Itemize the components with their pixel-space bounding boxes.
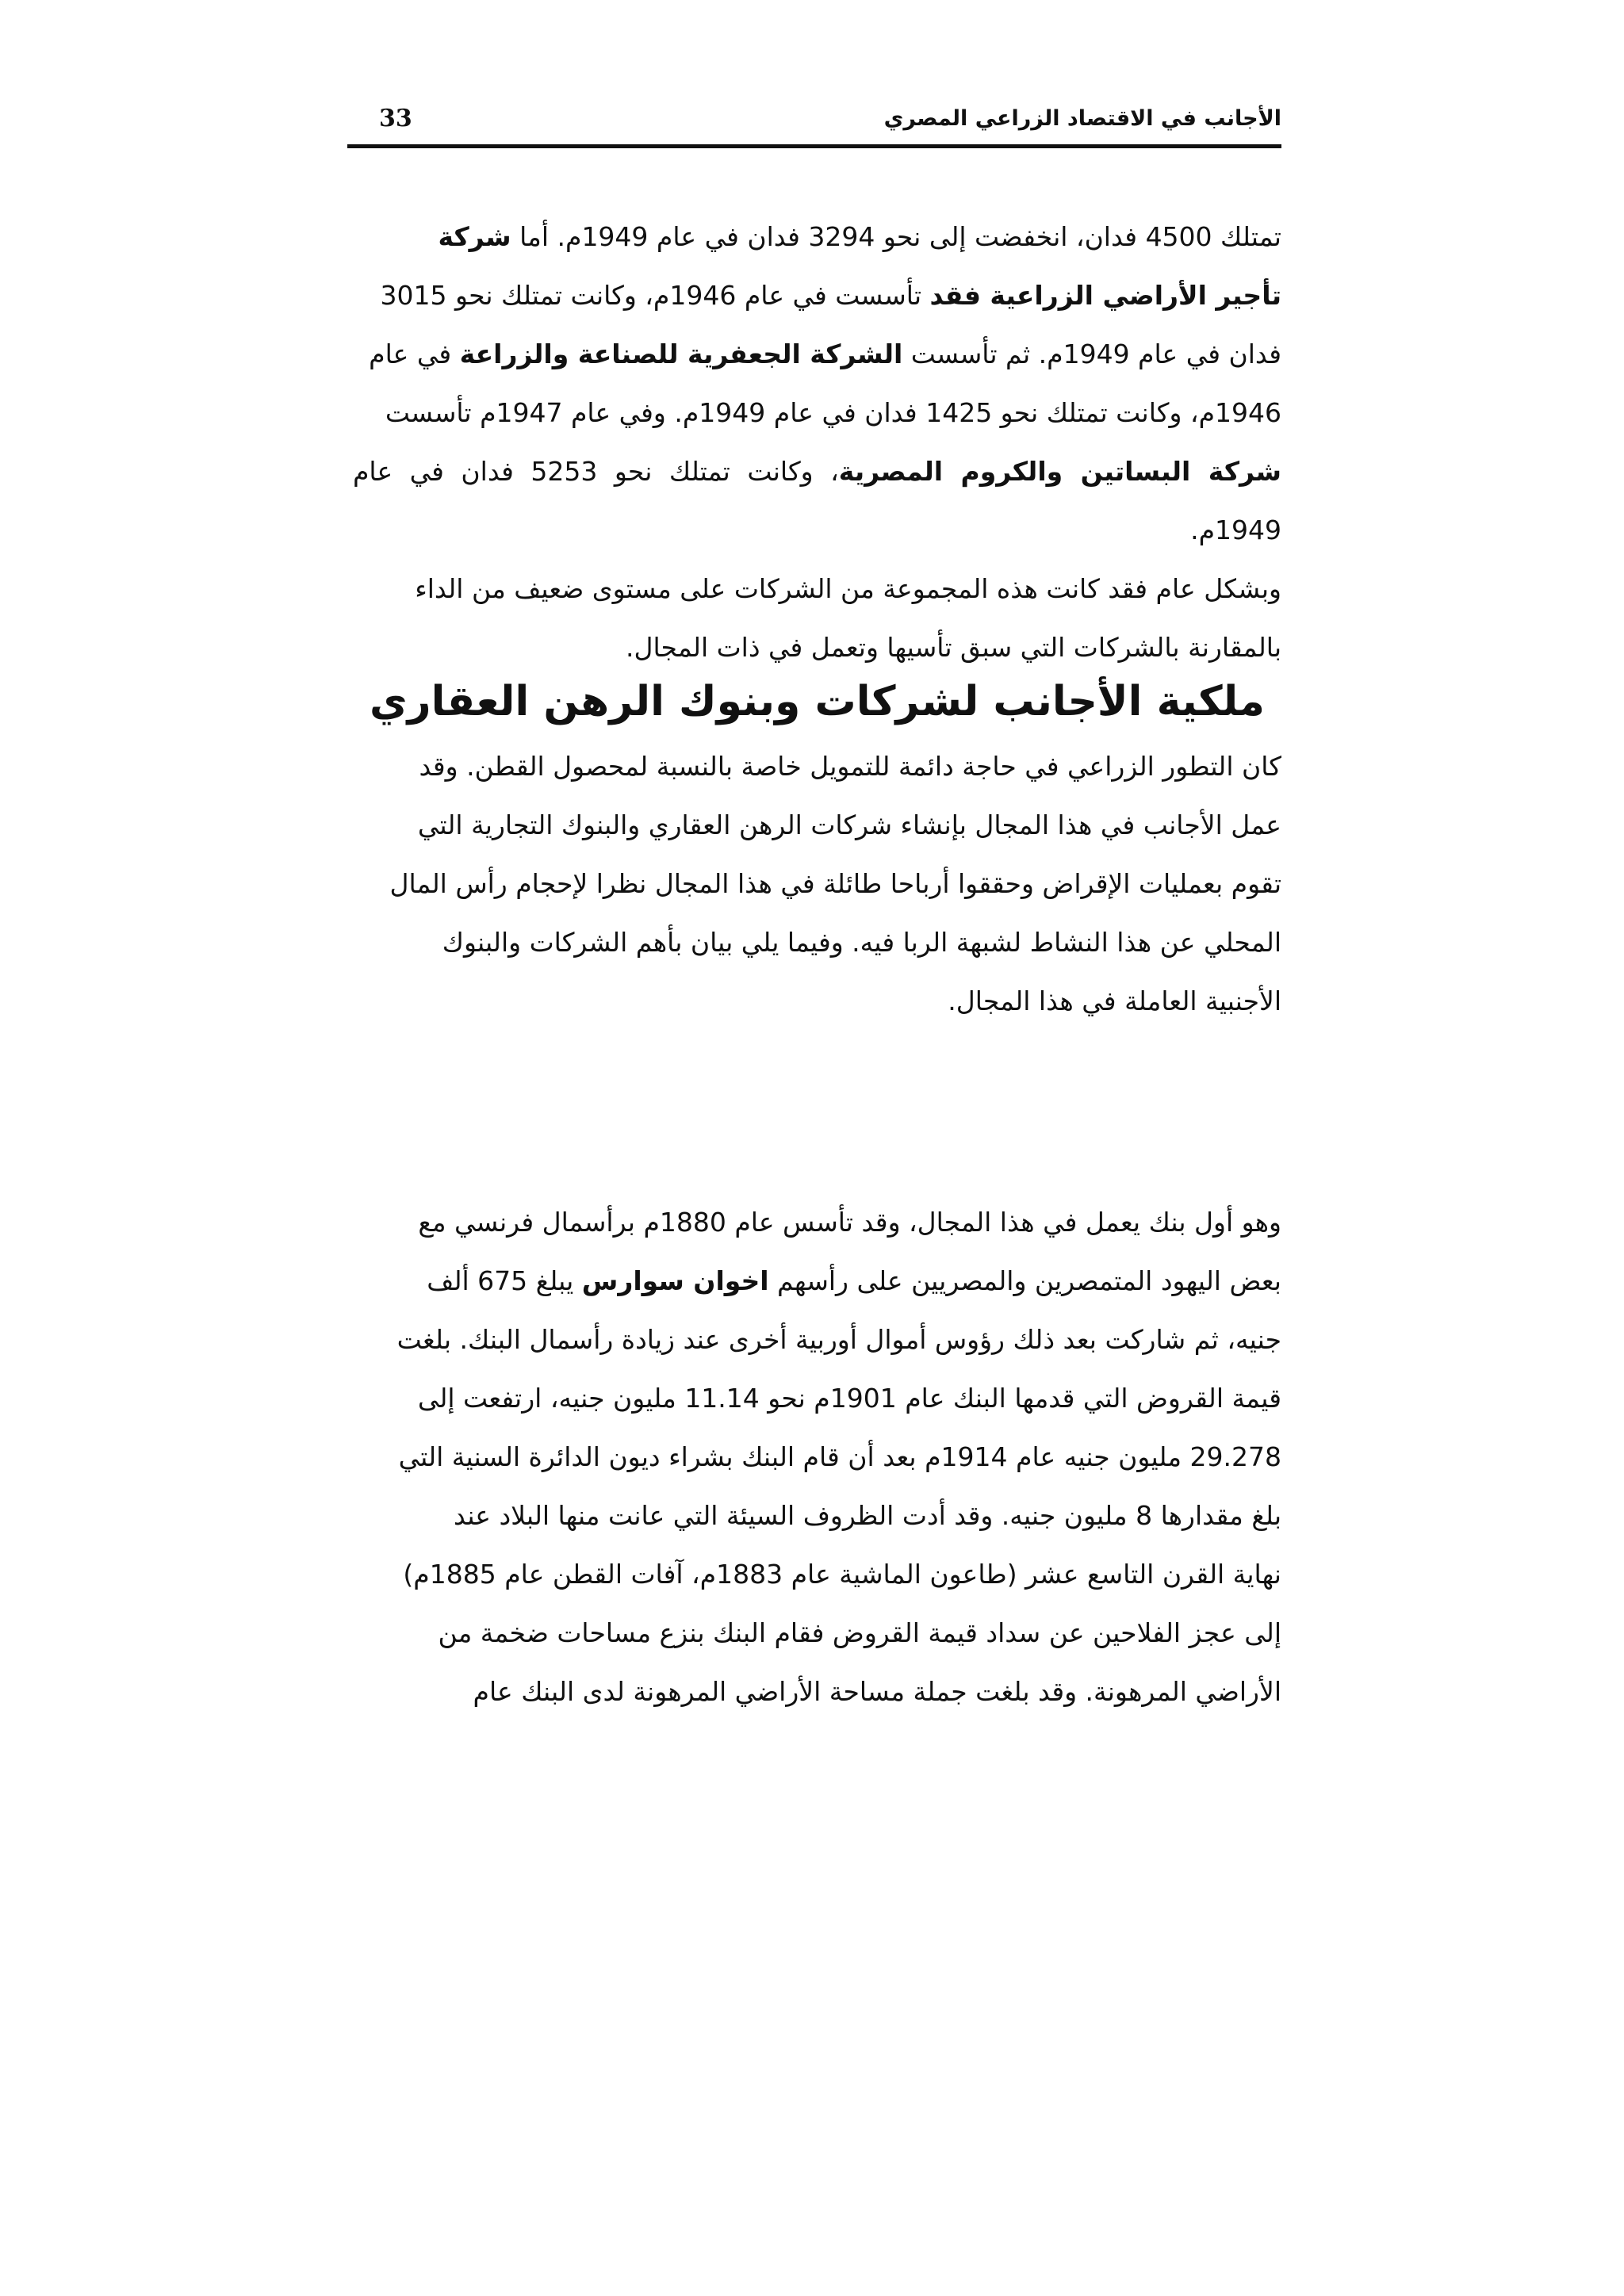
bold-text-segment: الشركة الجعفرية للصناعة والزراعة xyxy=(459,339,903,369)
paragraph-1 xyxy=(353,208,1281,677)
text-segment: كان التطور الزراعي في حاجة دائمة للتمويل خاصة بالنسبة لمحصول القطن. وقد عمل الأجانب في هذا المجال بإنشاء شركات الرهن العقاري والبنوك التجارية التي تقوم بعمليات الإقراض وحققوا أرباحا طائلة في هذا المجال نظرا لإحجام رأس المال المحلي عن هذا النشاط لشبهة الربا فيه. وفيما يلي بيان بأهم الشركات والبنوك الأجنبية العاملة في هذا المجال. xyxy=(389,751,1281,1016)
text-segment: ، وكانت تمتلك نحو 5253 فدان في عام 1949م. وبشكل عام فقد كانت هذه المجموعة من الشركات على مستوى ضعيف من الداء بالمقارنة بالشركات التي سبق تأسيها وتعمل في ذات المجال. xyxy=(353,456,1281,663)
text-segment: تمتلك 4500 فدان، انخفضت إلى نحو 3294 فدان في عام 1949م. أما xyxy=(511,221,1281,252)
running-header xyxy=(347,101,1281,147)
header-rule xyxy=(347,144,1281,148)
page-number: 33 xyxy=(379,105,412,132)
paragraph-3 xyxy=(353,1193,1281,1721)
section-heading: ملكية الأجانب لشركات وبنوك الرهن العقاري xyxy=(370,678,1265,725)
paragraph-2 xyxy=(353,737,1281,1031)
running-header-title: الأجانب في الاقتصاد الزراعي المصري xyxy=(883,106,1281,131)
text-segment: في عام 1946م، وكانت تمتلك نحو 1425 فدان في عام 1949م. وفي عام 1947م تأسست xyxy=(369,339,1281,428)
bold-text-segment: اخوان سوارس xyxy=(581,1265,769,1296)
bold-text-segment: شركة تأجير الأراضي الزراعية فقد xyxy=(438,221,1281,311)
text-segment: يبلغ 675 ألف جنيه، ثم شاركت بعد ذلك رؤوس أموال أوربية أخرى عند زيادة رأسمال البنك. بلغت قيمة القروض التي قدمها البنك عام 1901م نحو 11.14 مليون جنيه، ارتفعت إلى 29.278 مليون جنيه عام 1914م بعد أن قام البنك بشراء ديون الدائرة السنية التي بلغ مقدارها 8 مليون جنيه. وقد أدت الظروف السيئة التي عانت منها البلاد عند نهاية القرن التاسع عشر (طاعون الماشية عام 1883م، آفات القطن عام 1885م) إلى عجز الفلاحين عن سداد قيمة القروض فقام البنك بنزع مساحات ضخمة من الأراضي المرهونة. وقد بلغت جملة مساحة الأراضي المرهونة لدى البنك عام xyxy=(396,1265,1281,1707)
bold-text-segment: شركة البساتين والكروم المصرية xyxy=(838,456,1281,487)
text-segment: وهو أول بنك يعمل في هذا المجال، وقد تأسس عام 1880م برأسمال فرنسي مع بعض اليهود المتمصرين والمصريين على رأسهم xyxy=(418,1207,1281,1296)
text-segment: تأسست في عام 1946م، وكانت تمتلك نحو 3015 فدان في عام 1949م. ثم تأسست xyxy=(380,280,1281,369)
